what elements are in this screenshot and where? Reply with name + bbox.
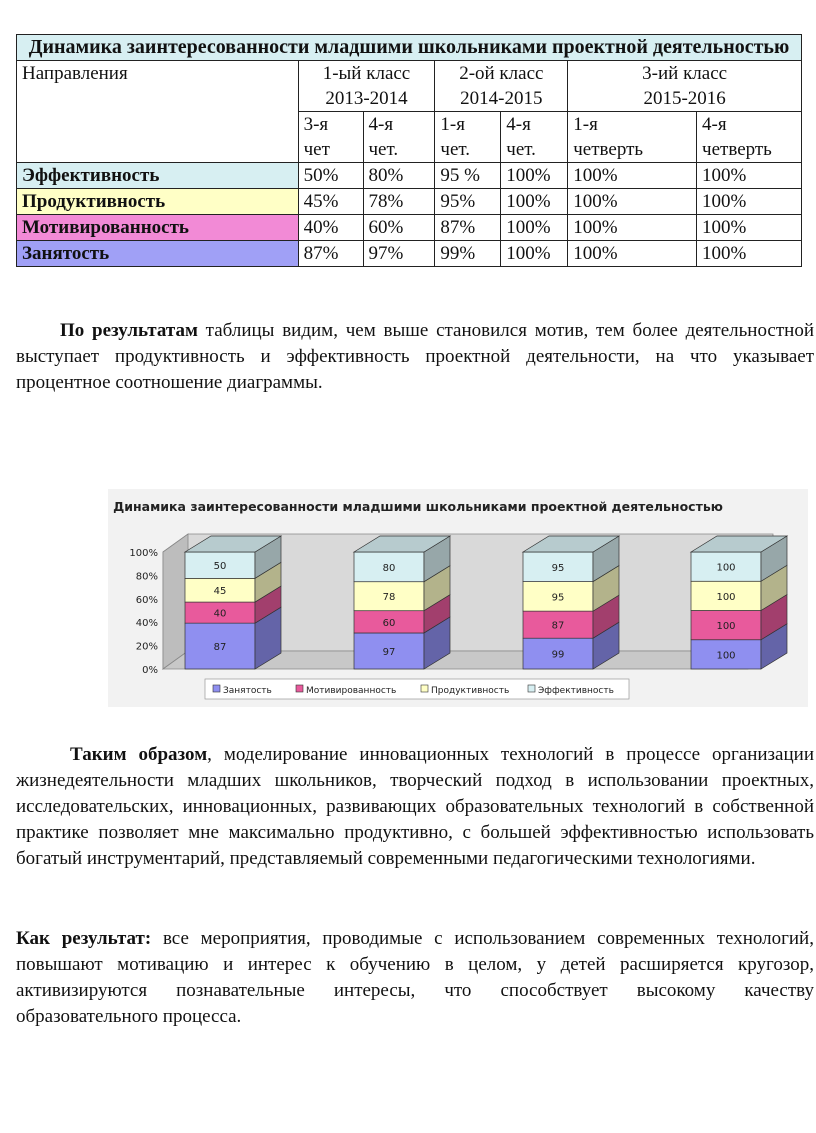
legend-label: Эффективность [538,686,614,696]
table-cell: 100% [568,215,697,241]
data-label: 87 [213,642,227,654]
row-label-motivation: Мотивированность [17,215,299,241]
table-cell: 45% [298,189,363,215]
table-cell: 100% [568,189,697,215]
paragraph-lead: Как результат: [16,928,152,949]
header-period: 3-я чет [298,112,363,163]
paragraph-lead: По результатам [60,320,198,341]
paragraph-text: , моделирование инновационных технологий в процессе организации жизнедеятельности младших школьников, творческий подход в использовании проектных, исследовательских, инновационных, развивающих образовательных технологий в собственной практике позволяет мне максимально продуктивно, с большей эффективностью использовать богатый инструментарий, представляемый современными педагогическими технологиями. [16,744,814,869]
paragraph-result [16,926,814,1030]
chart [108,489,808,707]
table-cell: 100% [501,163,568,189]
data-label: 78 [382,592,396,604]
header-grade-2: 2-ой класс 2014-2015 [435,61,568,112]
header-grade-3: 3-ий класс 2015-2016 [568,61,802,112]
data-label: 100 [716,621,736,633]
table-row [17,241,802,267]
table-row [17,189,802,215]
data-label: 87 [551,620,565,632]
table-cell: 97% [363,241,435,267]
table-cell: 87% [298,241,363,267]
data-label: 60 [382,617,396,629]
table-cell: 95% [435,189,501,215]
chart-side-wall [163,534,188,669]
table-cell: 100% [697,241,802,267]
y-tick-label: 100% [129,548,158,559]
y-tick-label: 80% [135,571,158,583]
legend-swatch [213,685,220,692]
data-label: 95 [551,592,565,604]
legend-swatch [528,685,535,692]
table-cell: 99% [435,241,501,267]
data-label: 45 [213,586,227,598]
table-cell: 80% [363,163,435,189]
table-cell: 78% [363,189,435,215]
data-label: 100 [716,562,736,574]
data-label: 50 [213,561,227,573]
legend-swatch [421,685,428,692]
header-period: 4-я чет. [363,112,435,163]
data-label: 99 [551,649,565,661]
row-label-engagement: Занятость [17,241,299,267]
table-row [17,163,802,189]
table-cell: 87% [435,215,501,241]
table-cell: 40% [298,215,363,241]
legend-label: Мотивированность [306,686,397,696]
y-tick-label: 0% [142,665,158,676]
data-label: 100 [716,650,736,662]
header-direction: Направления [17,61,299,163]
header-grade-1: 1-ый класс 2013-2014 [298,61,435,112]
table-cell: 100% [568,241,697,267]
data-label: 80 [382,562,396,574]
row-label-productivity: Продуктивность [17,189,299,215]
results-table [16,34,802,267]
data-label: 97 [382,646,396,658]
header-period: 4-я чет. [501,112,568,163]
y-tick-label: 40% [135,618,158,630]
header-period: 1-я чет. [435,112,501,163]
paragraph-lead: Таким образом [70,744,208,765]
table-cell: 60% [363,215,435,241]
header-period: 1-я четверть [568,112,697,163]
legend-swatch [296,685,303,692]
table-cell: 50% [298,163,363,189]
data-label: 100 [716,591,736,603]
table-cell: 100% [697,215,802,241]
chart-title: Динамика заинтересованности младшими школьниками проектной деятельностью [113,499,723,514]
table-title: Динамика заинтересованности младшими школьниками проектной деятельностью [17,35,802,61]
y-tick-label: 20% [135,641,158,653]
y-tick-label: 60% [135,594,158,606]
row-label-effectiveness: Эффективность [17,163,299,189]
table-cell: 100% [501,215,568,241]
paragraph-results [16,318,814,396]
paragraph-text: все мероприятия, проводимые с использованием современных технологий, повышают мотивацию и интерес к обучению в целом, у детей расширяется кругозор, активизируются познавательные интересы, что способствует высокому качеству образовательного процесса. [16,928,814,1027]
table-cell: 100% [501,189,568,215]
table-cell: 100% [697,189,802,215]
table-cell: 100% [501,241,568,267]
table-row [17,215,802,241]
table-cell: 95 % [435,163,501,189]
header-period: 4-я четверть [697,112,802,163]
data-label: 95 [551,562,565,574]
table-cell: 100% [568,163,697,189]
paragraph-text: таблицы видим, чем выше становился мотив, тем более деятельностной выступает продуктивность и эффективность проектной деятельности, на что указывает процентное соотношение диаграммы. [16,320,815,393]
table-cell: 100% [697,163,802,189]
chart-svg [108,489,808,707]
legend-label: Занятость [223,686,272,696]
legend-label: Продуктивность [431,686,510,696]
data-label: 40 [213,608,227,620]
paragraph-conclusion [16,742,814,872]
